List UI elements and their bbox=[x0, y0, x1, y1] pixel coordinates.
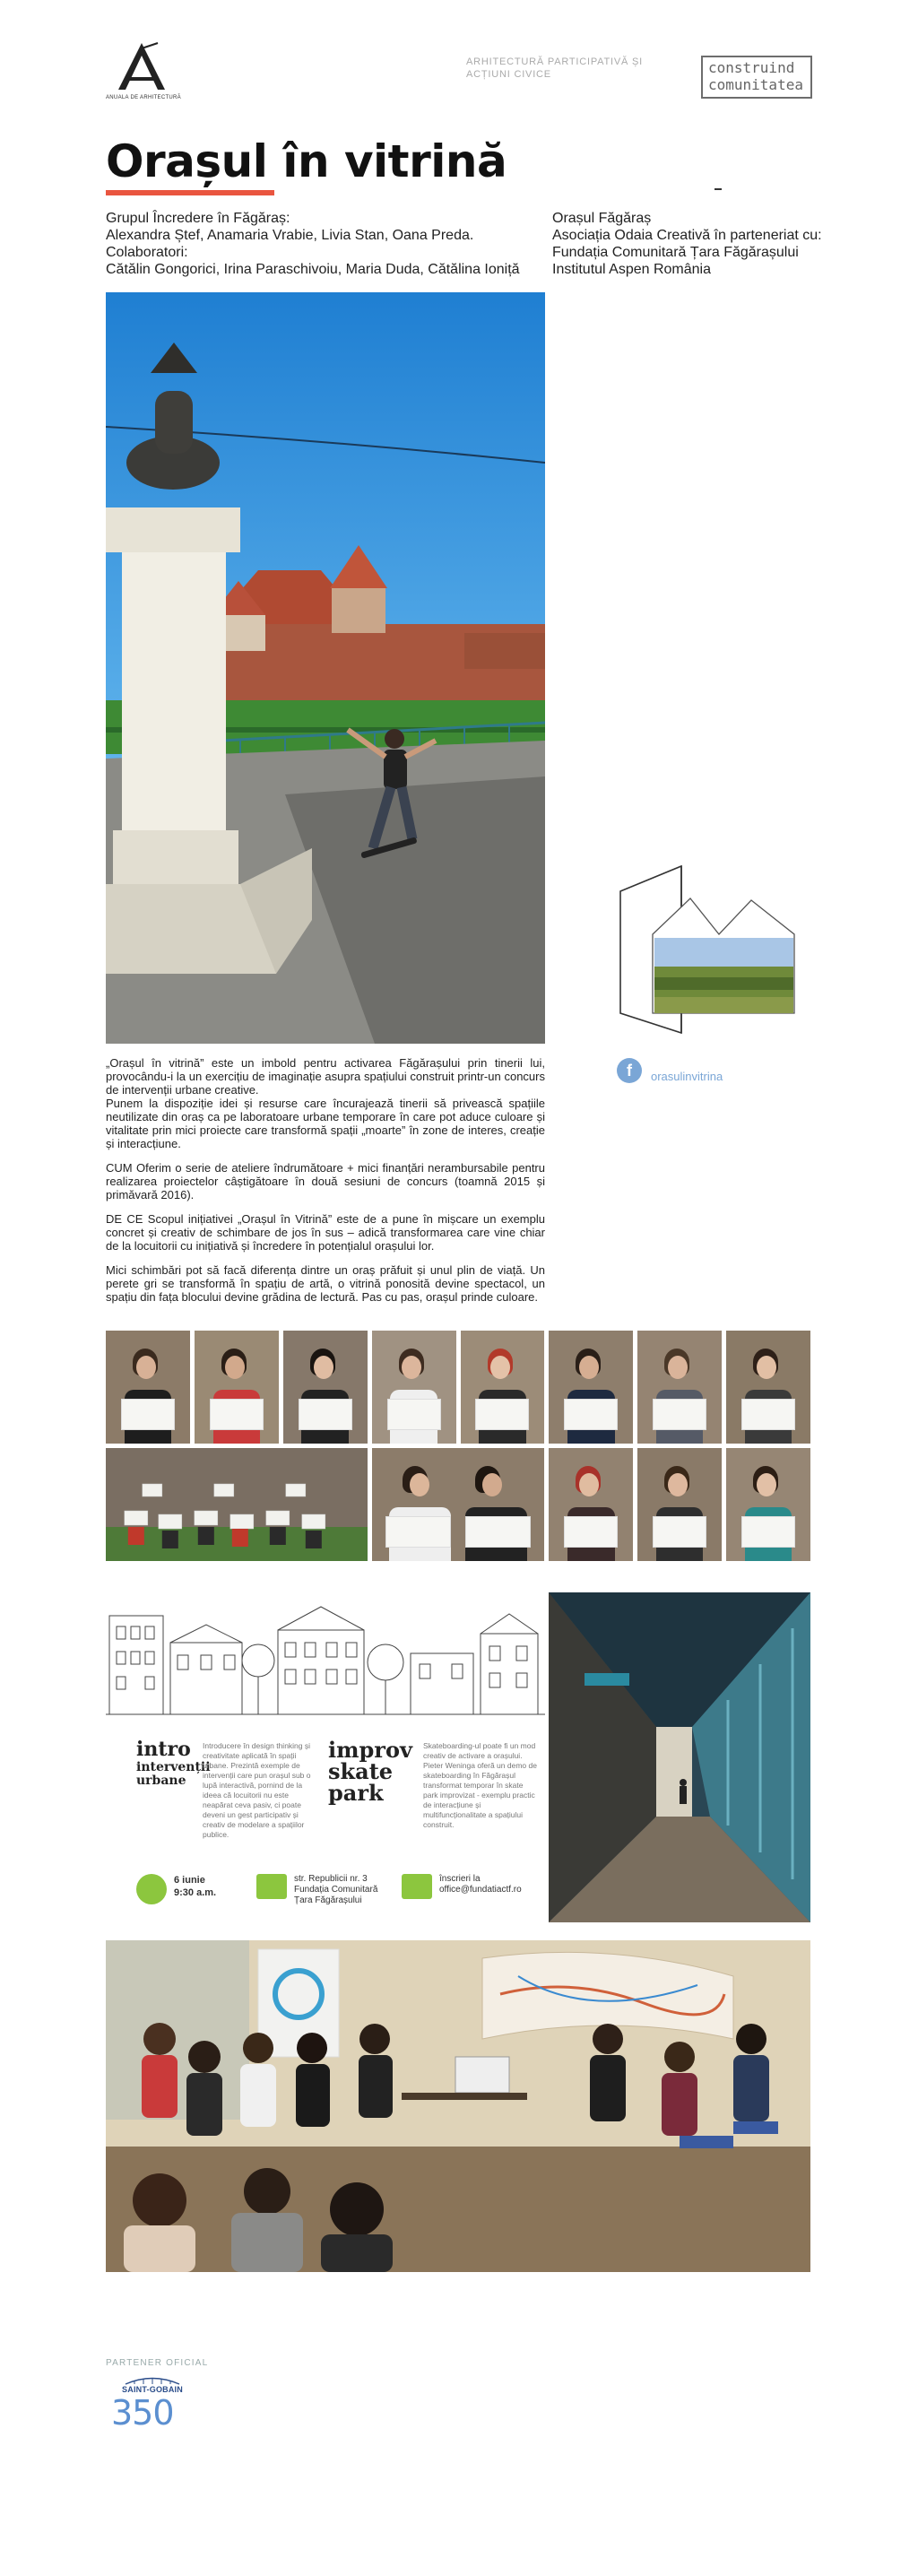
credits-team bbox=[106, 210, 572, 278]
improv-line-3: park bbox=[328, 1780, 384, 1806]
address-street: str. Republicii nr. 3 bbox=[294, 1874, 368, 1884]
address-org-1: Fundația Comunitară bbox=[294, 1885, 378, 1895]
credits-collaborators-label: Colaboratori: bbox=[106, 245, 188, 260]
dash-mark bbox=[714, 188, 722, 190]
credits-partners bbox=[552, 210, 848, 278]
partner-label: PARTENER OFICIAL bbox=[106, 2358, 209, 2368]
credits-partner-2: Institutul Aspen România bbox=[552, 262, 711, 277]
header-tagline: ARHITECTURĂ PARTICIPATIVĂ ȘI ACȚIUNI CIVICE bbox=[466, 56, 643, 80]
poster-address-info bbox=[256, 1874, 377, 1906]
improv-description: Skateboarding-ul poate fi un mod creativ de activare a orașului. Pieter Weninga oferă un demo de skateboarding în Făgărașul transformat temporar în skate park improvizat - exemplu practic de interacțiune și multifuncționalitate a spațiului construit. bbox=[423, 1741, 537, 1829]
description-how: CUM Oferim o serie de ateliere îndrumătoare + mici finanțări nerambursabile pentru realizarea proiectelor câștigătoare în două sesiuni de concurs (toamnă 2015 și primăvară 2016). bbox=[106, 1161, 545, 1201]
description-intro: „Orașul în vitrină” este un imbold pentru activarea Făgărașului prin tinerii lui, provocându-i la un exercițiu de imaginație asupra spațiului construit printr-un concurs de intervenții urbane creative. bbox=[106, 1056, 545, 1097]
intro-sub-line-1: intervenții bbox=[136, 1760, 211, 1774]
participant-photo bbox=[637, 1331, 722, 1444]
improv-line-2: skate bbox=[328, 1758, 394, 1784]
partner-brand: SAINT-GOBAIN bbox=[122, 2385, 183, 2394]
participant-photo bbox=[549, 1331, 633, 1444]
participant-photo bbox=[283, 1331, 368, 1444]
city-skyline-sketch bbox=[106, 1580, 545, 1732]
date-line: 6 iunie bbox=[174, 1875, 205, 1886]
credits-collaborators: Cătălin Gongorici, Irina Paraschivoiu, Maria Duda, Cătălina Ioniță bbox=[106, 262, 520, 277]
participants-photo-grid bbox=[106, 1331, 810, 1562]
envelope-icon bbox=[402, 1874, 432, 1899]
description-why: DE CE Scopul inițiativei „Orașul în Vitrină” este de a pune în mișcare un exemplu concret și creativ de schimbare de jos în sus – adică transformarea care vine chiar de la locuitorii cu inițiativă și încredere în potențialul orașului lor. bbox=[106, 1212, 545, 1253]
facebook-icon: f bbox=[617, 1058, 642, 1083]
saint-gobain-arch-icon bbox=[117, 2376, 188, 2385]
group-photo bbox=[106, 1448, 368, 1561]
construind-comunitatea-logo bbox=[701, 56, 812, 99]
facebook-handle[interactable]: orasulinvitrina bbox=[651, 1069, 723, 1083]
corridor-skater-photo bbox=[549, 1592, 810, 1922]
credits-organizer: Asociația Odaia Creativă în parteneriat cu: bbox=[552, 228, 822, 243]
logo-caption: ANUALA DE ARHITECTURĂ bbox=[106, 95, 181, 100]
brand-line-2: comunitatea bbox=[708, 76, 803, 93]
participant-photo bbox=[549, 1448, 633, 1561]
partner-anniversary-number: 350 bbox=[111, 2393, 174, 2433]
credits-partner-1: Fundația Comunitară Țara Făgărașului bbox=[552, 245, 799, 260]
title-underline bbox=[106, 190, 274, 195]
project-description bbox=[106, 1056, 545, 1314]
credits-members: Alexandra Ștef, Anamaria Vrabie, Livia Stan, Oana Preda. bbox=[106, 228, 474, 243]
workshop-poster bbox=[106, 1580, 545, 1922]
credits-group: Grupul Încredere în Făgăraș: bbox=[106, 211, 290, 226]
intro-sub-line-2: urbane bbox=[136, 1774, 186, 1788]
house-icon bbox=[256, 1874, 287, 1899]
workshop-participants-photo bbox=[106, 1940, 810, 2272]
page-title: Orașul în vitrină bbox=[106, 135, 507, 187]
participant-photo bbox=[637, 1448, 722, 1561]
contact-email[interactable]: office@fundatiactf.ro bbox=[439, 1885, 522, 1895]
hero-photo-skater-statue bbox=[106, 292, 545, 1044]
participant-photo bbox=[372, 1331, 456, 1444]
description-resources: Punem la dispoziție idei și resurse care încurajează tinerii să privească spațiile neutilizate din oraș ca pe laboratoare urbane temporare în care pot aduce culoare și vitalitate prin mici proiecte care transformă spații „moarte” în zone de interes, creație și interacțiune. bbox=[106, 1097, 545, 1150]
participant-photo bbox=[195, 1331, 279, 1444]
participant-photo bbox=[726, 1448, 810, 1561]
saint-gobain-logo bbox=[106, 2376, 204, 2444]
calendar-icon bbox=[136, 1874, 167, 1904]
participant-photo bbox=[461, 1331, 545, 1444]
address-org-2: Țara Făgărașului bbox=[294, 1895, 362, 1905]
improv-line-1: improv bbox=[328, 1737, 412, 1763]
vitrina-sketch-logo bbox=[617, 863, 805, 1042]
facebook-link[interactable] bbox=[617, 1058, 723, 1083]
credits-city: Orașul Făgăraș bbox=[552, 211, 652, 226]
intro-heading: intro bbox=[136, 1738, 191, 1761]
poster-date-info bbox=[136, 1874, 216, 1904]
participant-photo bbox=[106, 1331, 190, 1444]
contact-label: înscrieri la bbox=[439, 1874, 481, 1884]
anuala-a-mark-icon bbox=[106, 39, 178, 93]
intro-description: Introducere în design thinking și creativitate aplicată în spații urbane. Prezintă exemple de intervenții care pun orașul sub o lupă interactivă, pornind de la ideea că locuitorii nu este neapărat ceva pasiv, ci poate deveni un gest participativ și creativ de modelare a spațiilor publice. bbox=[203, 1741, 311, 1839]
participant-photo bbox=[726, 1331, 810, 1444]
anuala-arhitectura-logo bbox=[106, 39, 181, 109]
brand-line-1: construind bbox=[708, 59, 795, 76]
time-line: 9:30 a.m. bbox=[174, 1887, 217, 1898]
description-change: Mici schimbări pot să facă diferența dintre un oraș prăfuit și unul plin de viață. Un perete gri se transformă în spațiu de artă, o vitrină ponosită devine spectacol, un spațiu din fața blocului devine grădina de lectură. Pas cu pas, orașul prinde culoare. bbox=[106, 1263, 545, 1304]
improv-heading bbox=[328, 1739, 412, 1804]
participant-pair-photo bbox=[372, 1448, 545, 1561]
intro-subheading bbox=[136, 1761, 211, 1788]
poster-contact-info bbox=[402, 1874, 522, 1899]
